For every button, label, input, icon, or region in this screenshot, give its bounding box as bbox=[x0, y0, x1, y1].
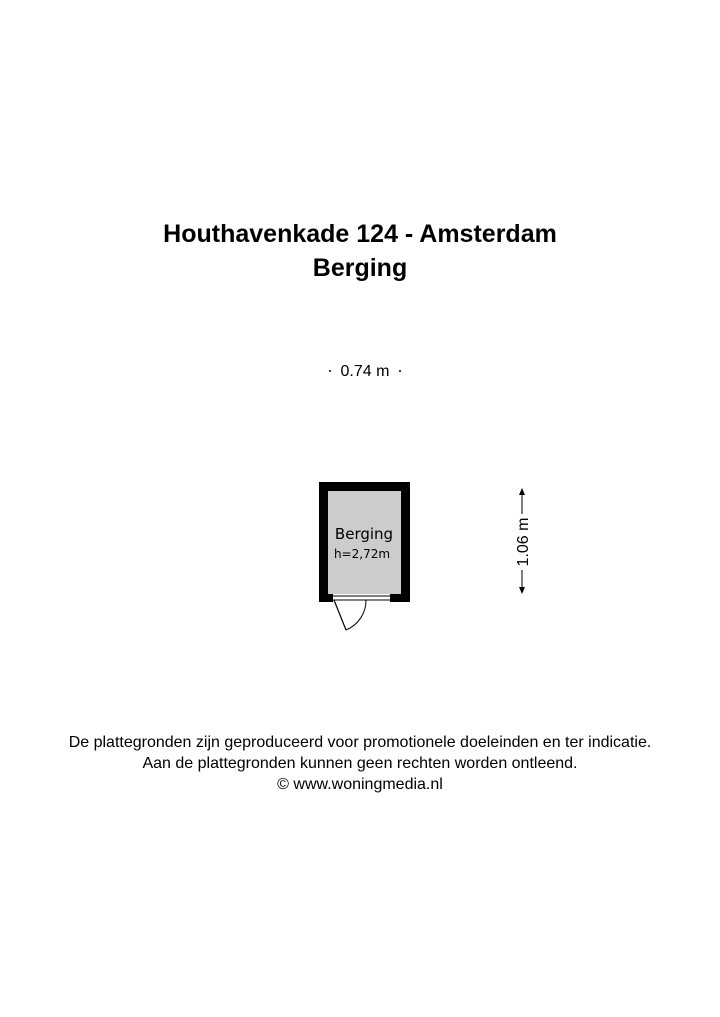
door-swing-arc bbox=[346, 600, 366, 630]
door-jamb bbox=[328, 594, 333, 602]
disclaimer-line-2: Aan de plattegronden kunnen geen rechten worden ontleend. bbox=[142, 755, 578, 772]
width-dimension-label: 0.74 m bbox=[340, 363, 390, 380]
width-dimension bbox=[329, 363, 401, 380]
disclaimer-line-1: De plattegronden zijn geproduceerd voor promotionele doeleinden en ter indicatie. bbox=[68, 734, 652, 751]
page-title: Houthavenkade 124 - Amsterdam bbox=[163, 220, 557, 248]
door-leaf bbox=[334, 600, 346, 630]
depth-dimension-label: 1.06 m bbox=[515, 517, 532, 567]
arrow-down-icon bbox=[519, 587, 525, 594]
dimension-tick-left bbox=[329, 370, 331, 372]
copyright-line: © www.woningmedia.nl bbox=[277, 776, 443, 793]
disclaimer bbox=[0, 732, 720, 795]
door-jamb bbox=[390, 594, 401, 602]
room-berging bbox=[319, 482, 410, 630]
dimension-tick-right bbox=[399, 370, 401, 372]
depth-dimension bbox=[515, 488, 532, 594]
room-name: Berging bbox=[334, 525, 394, 543]
arrow-up-icon bbox=[519, 488, 525, 495]
room-height: h=2,72m bbox=[333, 547, 391, 561]
floor-title: Berging bbox=[312, 254, 408, 282]
